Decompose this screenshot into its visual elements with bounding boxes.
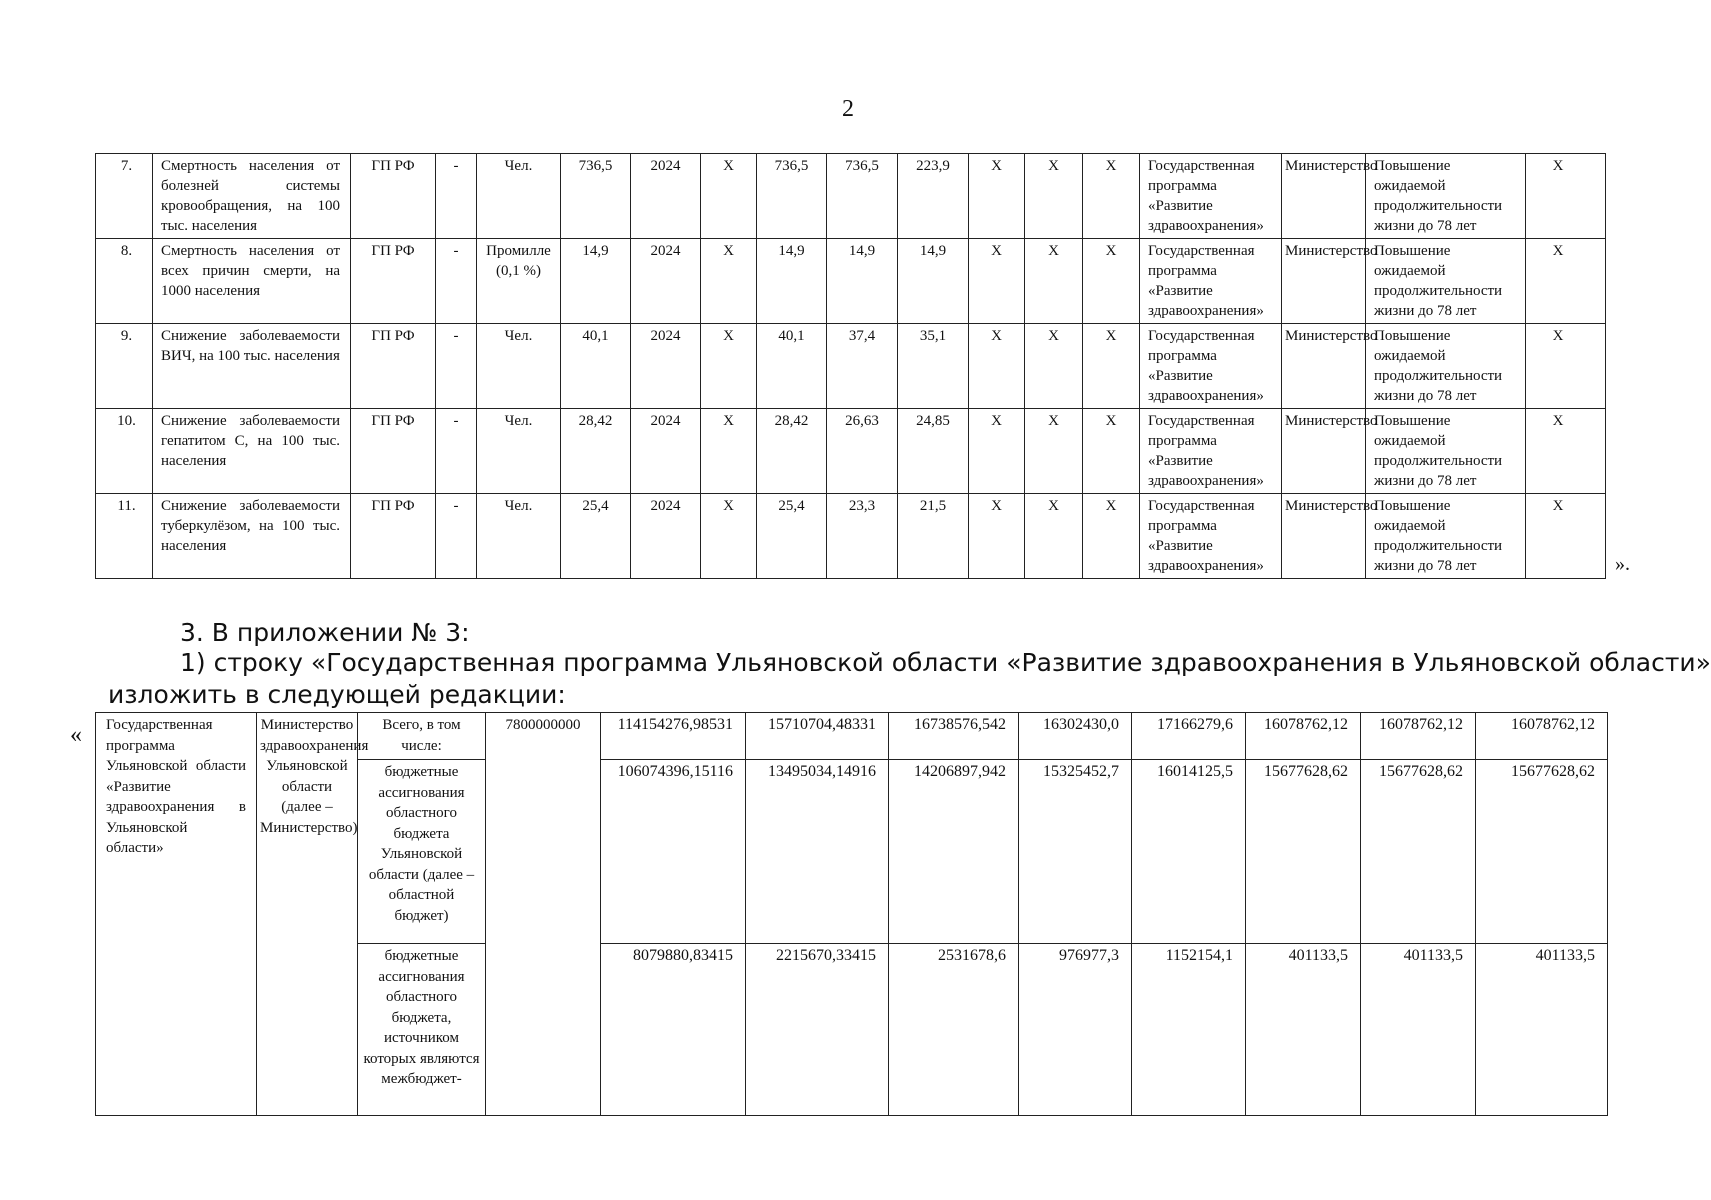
value-cell: 13495034,14916 [746,760,889,944]
value-cell: 736,5 [827,154,898,239]
goal-cell: Повышение ожидаемой продолжительности жизни до 78 лет [1366,239,1526,324]
goal-cell: Повышение ожидаемой продолжительности жизни до 78 лет [1366,324,1526,409]
table-row [96,494,1606,579]
dash-cell: - [436,494,477,579]
x-mark-cell: Х [701,324,757,409]
section-item1-line2: изложить в следующей редакции: [108,680,566,709]
value-cell: 28,42 [757,409,827,494]
goal-cell: Повышение ожидаемой продолжительности жизни до 78 лет [1366,409,1526,494]
value-cell: 14206897,942 [889,760,1019,944]
level-cell: ГП РФ [351,154,436,239]
value-cell: 23,3 [827,494,898,579]
program-cell: Государственная программа «Развитие здравоохранения» [1140,239,1282,324]
opening-quote: « [70,722,82,748]
value-cell: 24,85 [898,409,969,494]
value-cell: 16078762,12 [1361,713,1476,760]
indicator-name-cell: Снижение заболеваемости ВИЧ, на 100 тыс. населения [153,324,351,409]
x-mark-cell: Х [701,494,757,579]
program-cell: Государственная программа «Развитие здравоохранения» [1140,154,1282,239]
value-cell: 976977,3 [1019,944,1132,1116]
value-cell: 114154276,98531 [601,713,746,760]
value-cell: 2531678,6 [889,944,1019,1116]
x-mark-cell: Х [701,239,757,324]
year-cell: 2024 [631,239,701,324]
program-cell: Государственная программа «Развитие здравоохранения» [1140,409,1282,494]
value-cell: 16078762,12 [1246,713,1361,760]
unit-cell: Чел. [477,494,561,579]
value-cell: 16738576,542 [889,713,1019,760]
x-mark-cell: Х [1083,154,1140,239]
executor-cell: Министерство [1282,324,1366,409]
executor-cell: Министерство [1282,154,1366,239]
value-cell: 8079880,83415 [601,944,746,1116]
dash-cell: - [436,239,477,324]
value-cell: 15677628,62 [1246,760,1361,944]
base-value-cell: 28,42 [561,409,631,494]
x-mark-cell: Х [969,239,1025,324]
page-number: 2 [842,96,854,122]
value-cell: 1152154,1 [1132,944,1246,1116]
executor-cell: Министерство [1282,494,1366,579]
value-cell: 16078762,12 [1476,713,1608,760]
goal-cell: Повышение ожидаемой продолжительности жизни до 78 лет [1366,154,1526,239]
value-cell: 40,1 [757,324,827,409]
x-mark-cell: Х [1083,239,1140,324]
value-cell: 21,5 [898,494,969,579]
value-cell: 26,63 [827,409,898,494]
x-mark-cell: Х [1083,324,1140,409]
funding-label-cell: Всего, в том числе: [358,713,486,760]
value-cell: 15325452,7 [1019,760,1132,944]
level-cell: ГП РФ [351,494,436,579]
x-mark-cell: Х [1025,494,1083,579]
x-mark-cell: Х [969,494,1025,579]
indicator-name-cell: Смертность населения от всех причин смерти, на 1000 населения [153,239,351,324]
level-cell: ГП РФ [351,324,436,409]
value-cell: 223,9 [898,154,969,239]
indicators-table [95,153,1606,579]
row-number-cell: 11. [96,494,153,579]
closing-quote: ». [1615,553,1630,575]
value-cell: 35,1 [898,324,969,409]
base-value-cell: 25,4 [561,494,631,579]
x-mark-cell: Х [969,154,1025,239]
value-cell: 16014125,5 [1132,760,1246,944]
unit-cell: Чел. [477,154,561,239]
row-number-cell: 7. [96,154,153,239]
value-cell: 37,4 [827,324,898,409]
dash-cell: - [436,324,477,409]
indicator-name-cell: Снижение заболеваемости туберкулёзом, на 100 тыс. населения [153,494,351,579]
program-name-cell: Государственная программа Ульяновской области «Развитие здравоохранения в Ульяновской области» [96,713,257,1116]
level-cell: ГП РФ [351,239,436,324]
year-cell: 2024 [631,494,701,579]
x-mark-cell: Х [1526,494,1606,579]
x-mark-cell: Х [1526,324,1606,409]
executor-cell: Министерство [1282,239,1366,324]
value-cell: 401133,5 [1361,944,1476,1116]
value-cell: 14,9 [757,239,827,324]
value-cell: 401133,5 [1476,944,1608,1116]
section-title: 3. В приложении № 3: [180,618,470,647]
year-cell: 2024 [631,324,701,409]
base-value-cell: 40,1 [561,324,631,409]
x-mark-cell: Х [1083,494,1140,579]
value-cell: 401133,5 [1246,944,1361,1116]
value-cell: 15710704,48331 [746,713,889,760]
x-mark-cell: Х [1025,409,1083,494]
x-mark-cell: Х [969,324,1025,409]
x-mark-cell: Х [1083,409,1140,494]
x-mark-cell: Х [701,154,757,239]
executor-cell: Министерство здравоохранения Ульяновской области (далее – Министерство) [257,713,358,1116]
table-row [96,154,1606,239]
code-cell: 7800000000 [486,713,601,1116]
value-cell: 736,5 [757,154,827,239]
value-cell: 15677628,62 [1361,760,1476,944]
x-mark-cell: Х [1526,239,1606,324]
dash-cell: - [436,154,477,239]
goal-cell: Повышение ожидаемой продолжительности жизни до 78 лет [1366,494,1526,579]
value-cell: 17166279,6 [1132,713,1246,760]
funding-label-cell: бюджетные ассигнования областного бюджета Ульяновской области (далее – областной бюджет) [358,760,486,944]
base-value-cell: 736,5 [561,154,631,239]
funding-label-cell: бюджетные ассигнования областного бюджета, источником которых являются межбюджет- [358,944,486,1116]
indicator-name-cell: Снижение заболеваемости гепатитом С, на 100 тыс. населения [153,409,351,494]
table-row [96,239,1606,324]
executor-cell: Министерство [1282,409,1366,494]
x-mark-cell: Х [1526,154,1606,239]
x-mark-cell: Х [1025,324,1083,409]
x-mark-cell: Х [969,409,1025,494]
x-mark-cell: Х [1025,239,1083,324]
value-cell: 14,9 [898,239,969,324]
row-number-cell: 10. [96,409,153,494]
value-cell: 106074396,15116 [601,760,746,944]
value-cell: 25,4 [757,494,827,579]
level-cell: ГП РФ [351,409,436,494]
indicator-name-cell: Смертность населения от болезней системы кровообращения, на 100 тыс. населения [153,154,351,239]
table-row [96,324,1606,409]
program-funding-table [95,712,1608,1116]
x-mark-cell: Х [1526,409,1606,494]
value-cell: 2215670,33415 [746,944,889,1116]
section-item1-line1: 1) строку «Государственная программа Ульяновской области «Развитие здравоохранения в Ульяновской области» [180,648,1711,677]
value-cell: 16302430,0 [1019,713,1132,760]
table-row [96,409,1606,494]
row-number-cell: 9. [96,324,153,409]
dash-cell: - [436,409,477,494]
unit-cell: Чел. [477,409,561,494]
unit-cell: Чел. [477,324,561,409]
program-cell: Государственная программа «Развитие здравоохранения» [1140,494,1282,579]
year-cell: 2024 [631,409,701,494]
value-cell: 14,9 [827,239,898,324]
unit-cell: Промилле (0,1 %) [477,239,561,324]
row-number-cell: 8. [96,239,153,324]
value-cell: 15677628,62 [1476,760,1608,944]
x-mark-cell: Х [1025,154,1083,239]
year-cell: 2024 [631,154,701,239]
x-mark-cell: Х [701,409,757,494]
program-cell: Государственная программа «Развитие здравоохранения» [1140,324,1282,409]
base-value-cell: 14,9 [561,239,631,324]
